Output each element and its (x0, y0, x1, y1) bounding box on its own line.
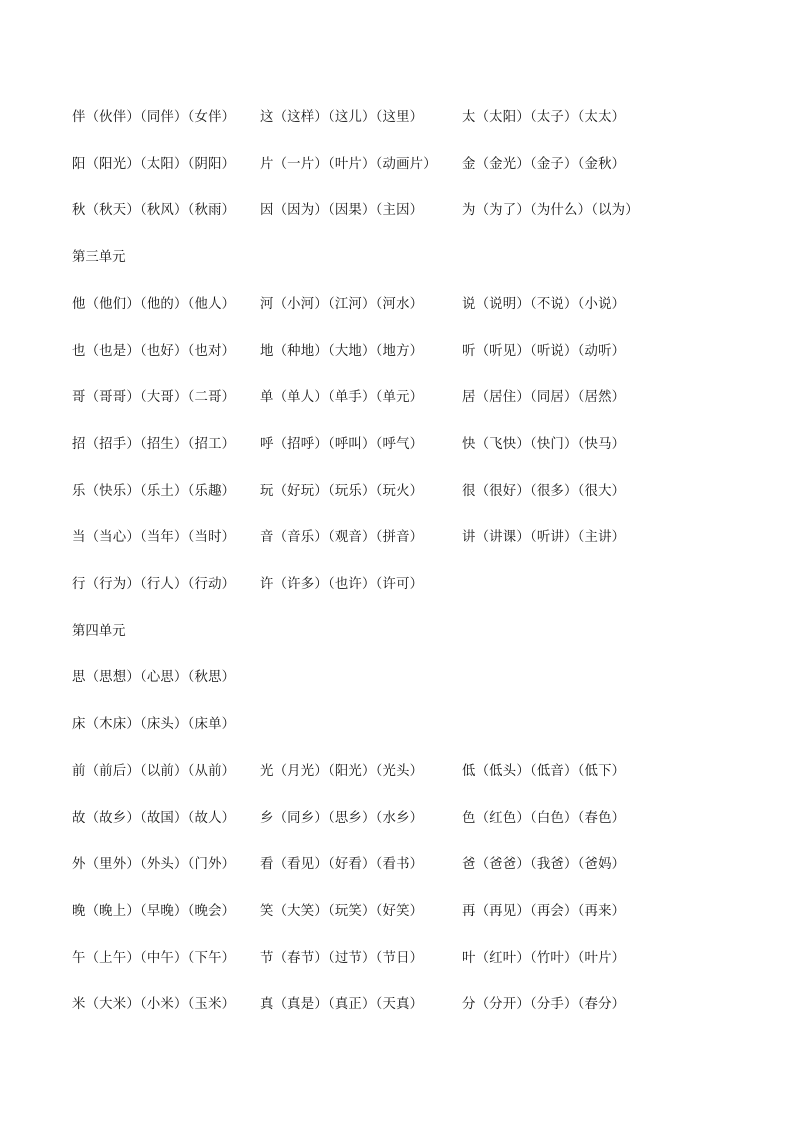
vocab-entry: 居（居住）（同居）（居然） (462, 390, 626, 406)
vocab-entry: 低（低头）（低音）（低下） (462, 763, 626, 779)
vocab-entry: 分（分开）（分手）（春分） (462, 997, 626, 1013)
vocab-row (0, 480, 794, 504)
vocab-entry: 节（春节）（过节）（节日） (260, 950, 424, 966)
vocab-entry: 色（红色）（白色）（春色） (462, 810, 626, 826)
vocab-entry: 米（大米）（小米）（玉米） (72, 997, 236, 1013)
vocab-row (0, 386, 794, 410)
vocab-row (0, 900, 794, 924)
unit-heading: 第四单元 (72, 623, 126, 639)
vocab-entry: 单（单人）（单手）（单元） (260, 390, 424, 406)
vocab-entry: 故（故乡）（故国）（故人） (72, 810, 236, 826)
vocab-entry: 光（月光）（阳光）（光头） (260, 763, 424, 779)
vocab-entry: 叶（红叶）（竹叶）（叶片） (462, 950, 626, 966)
vocab-entry: 金（金光）（金子）（金秋） (462, 156, 626, 172)
vocab-row (0, 526, 794, 550)
vocab-row (0, 947, 794, 971)
vocab-entry: 讲（讲课）（听讲）（主讲） (462, 530, 626, 546)
vocab-entry: 这（这样）（这儿）（这里） (260, 110, 424, 125)
vocab-entry: 看（看见）（好看）（看书） (260, 857, 424, 873)
vocab-entry: 阳（阳光）（太阳）（阴阳） (72, 156, 236, 172)
vocab-row (0, 713, 794, 737)
vocab-entry: 很（很好）（很多）（很大） (462, 483, 626, 499)
vocab-entry: 当（当心）（当年）（当时） (72, 530, 236, 546)
vocab-row (0, 433, 794, 457)
vocab-entry: 河（小河）（江河）（河水） (260, 296, 424, 312)
vocab-entry: 片（一片）（叶片）（动画片） (260, 156, 437, 172)
vocab-entry: 外（里外）（外头）（门外） (72, 857, 236, 873)
vocab-row (0, 853, 794, 877)
unit-heading: 第三单元 (72, 250, 126, 266)
vocab-row (0, 760, 794, 784)
vocab-entry: 因（因为）（因果）（主因） (260, 203, 424, 219)
vocab-entry: 晚（晚上）（早晚）（晚会） (72, 903, 236, 919)
vocab-entry: 乐（快乐）（乐土）（乐趣） (72, 483, 236, 499)
vocab-entry: 真（真是）（真正）（天真） (260, 997, 424, 1013)
vocab-entry: 伴（伙伴）（同伴）（女伴） (72, 110, 236, 125)
vocab-entry: 音（音乐）（观音）（拼音） (260, 530, 424, 546)
vocab-entry: 行（行为）（行人）（行动） (72, 577, 236, 592)
vocab-entry: 为（为了）（为什么）（以为） (462, 203, 639, 219)
vocab-entry: 床（木床）（床头）（床单） (72, 717, 236, 733)
vocab-entry: 笑（大笑）（玩笑）（好笑） (260, 903, 424, 919)
vocab-entry: 也（也是）（也好）（也对） (72, 343, 236, 359)
vocab-entry: 呼（招呼）（呼叫）（呼气） (260, 436, 424, 452)
vocab-entry: 太（太阳）（太子）（太太） (462, 110, 626, 125)
vocab-entry: 再（再见）（再会）（再来） (462, 903, 626, 919)
vocab-entry: 玩（好玩）（玩乐）（玩火） (260, 483, 424, 499)
vocab-entry: 快（飞快）（快门）（快马） (462, 436, 626, 452)
vocab-entry: 他（他们）（他的）（他人） (72, 296, 236, 312)
vocab-entry: 午（上午）（中午）（下午） (72, 950, 236, 966)
vocab-entry: 秋（秋天）（秋风）（秋雨） (72, 203, 236, 219)
vocab-entry: 许（许多）（也许）（许可） (260, 577, 424, 592)
vocab-entry: 前（前后）（以前）（从前） (72, 763, 236, 779)
vocab-row (0, 199, 794, 223)
vocab-row (0, 153, 794, 177)
vocab-row (0, 666, 794, 690)
vocab-entry: 招（招手）（招生）（招工） (72, 436, 236, 452)
vocab-entry: 哥（哥哥）（大哥）（二哥） (72, 390, 236, 406)
vocab-entry: 听（听见）（听说）（动听） (462, 343, 626, 359)
vocab-entry: 地（种地）（大地）（地方） (260, 343, 424, 359)
vocab-row (0, 993, 794, 1017)
vocab-entry: 爸（爸爸）（我爸）（爸妈） (462, 857, 626, 873)
vocab-entry: 说（说明）（不说）（小说） (462, 296, 626, 312)
vocab-entry: 思（思想）（心思）（秋思） (72, 670, 236, 686)
vocab-row (0, 106, 794, 130)
vocab-row (0, 807, 794, 831)
vocab-row (0, 573, 794, 597)
vocab-row (0, 293, 794, 317)
vocab-entry: 乡（同乡）（思乡）（水乡） (260, 810, 424, 826)
vocab-row (0, 340, 794, 364)
